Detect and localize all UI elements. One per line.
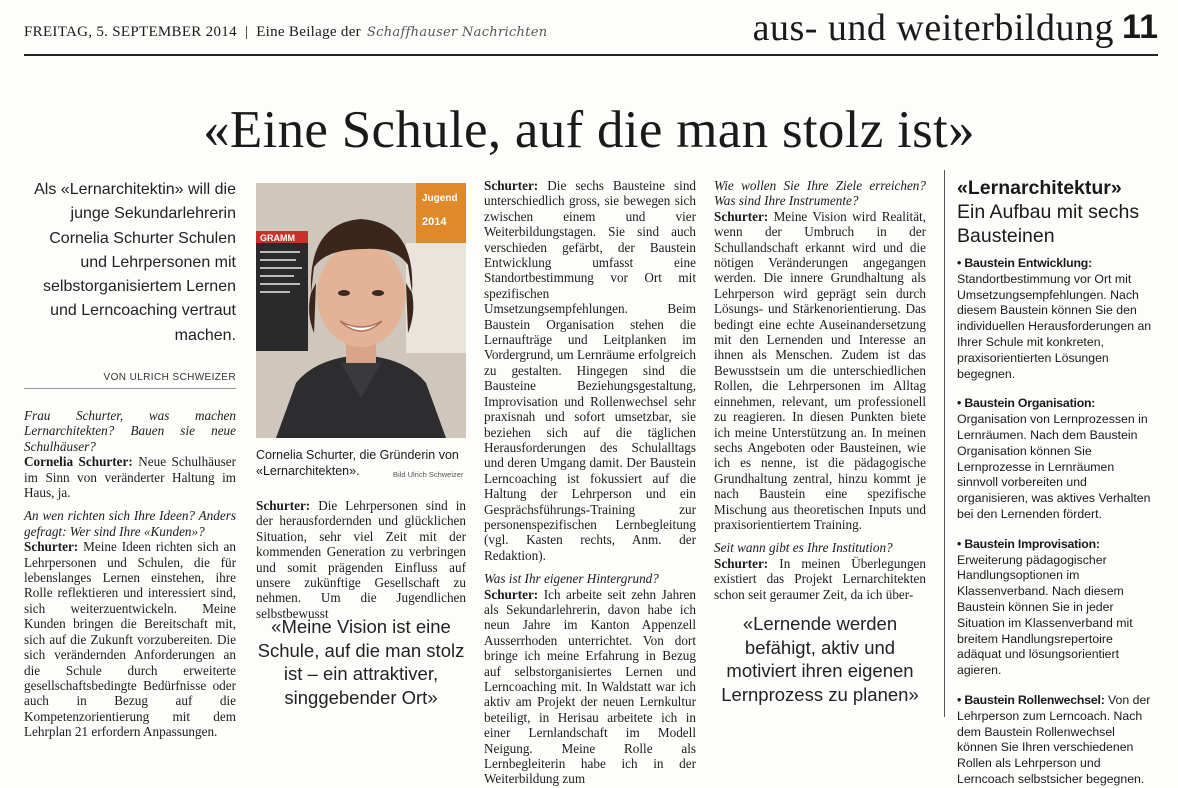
dateline: FREITAG, 5. SEPTEMBER 2014 | Eine Beilage der Schaffhauser Nachrichten [24,24,548,40]
poster-text-2: 2014 [422,216,447,228]
sidebar-item [957,396,1158,522]
portrait-illustration [256,183,466,438]
page-header [24,0,1158,56]
article-column-4 [714,178,927,602]
pull-quote: «Lernende werden befähigt, aktiv und motiviert ihren eigenen Lernprozess zu planen» [721,613,919,705]
interview-question: Wie wollen Sie Ihre Ziele erreichen? Was sind Ihre Instrumente? [714,178,926,209]
sidebar-item-label: • Baustein Entwicklung: [957,256,1092,270]
pull-quote: «Meine Vision ist eine Schule, auf die man stolz ist – ein attraktiver, singgebender Ort» [257,616,465,708]
interview-block [256,498,466,621]
byline-divider [24,388,236,389]
sidebar-item-text: Von der Lehrperson zum Lerncoach. Nach dem Baustein Rollenwechsel können Sie Ihren verschiedenen Rollen als Lehrperson und Lerncoach selbstsicher begegnen. [957,692,1151,786]
photo-caption: Cornelia Schurter, die Gründerin von «Lernarchitekten». [256,448,459,478]
sidebar-item-label: • Baustein Rollenwechsel: [957,692,1105,707]
interview-answer: Die sechs Bausteine sind unterschiedlich gross, sie bewegen sich zwischen einem und vier Weiterbildungstagen. Sie sind auch verschieden gefärbt, der Baustein Entwicklung umfasst eine Standortbestimmung vor Ort mit spezifischen Umsetzungsempfehlungen. Beim Baustein Organisation stehen die Lernaufträge und Leitplanken im Vordergrund, um Lernräume erfolgreich zu gestalten. Hingegen sind die Bausteine Beziehungsgestaltung, Improvisation und Rollenwechsel sehr praxisnah und sofort umsetzbar, sie beziehen sich auf die täglichen Herausforderungen des Schulalltags und deren Umgang damit. Der Baustein Lerncoaching ist fokussiert auf die Haltung der Lehrperson und ein Gesprächsführungs-Training zur personenspezifischen Lernbegleitung (vgl. Kasten rechts, Anm. der Redaktion). [484,178,697,563]
supplement-label: Eine Beilage der [256,24,361,40]
portrait-photo [256,183,466,438]
photo-credit: Bild Ulrich Schweizer [393,470,464,479]
interview-answer: Die Lehrpersonen sind in der herausfordernden und glücklichen Situation, sehr viel Zeit mit der kommenden Generation zu verbringen und somit prägenden Einfluss auf unsere zukünftige Gesellschaft zu nehmen. Um die Jugendlichen selbstbewusst [256,498,467,621]
speaker-label: Schurter: [484,586,539,602]
speaker-label: Schurter: [714,208,769,224]
info-sidebar [944,170,1158,786]
newspaper-logo: Schaffhauser Nachrichten [366,25,548,40]
sidebar-item-text: Standortbestimmung vor Ort mit Umsetzungsempfehlungen. Nach diesem Baustein können Sie den individuellen Herausforderungen an Ihrer Schule mit konkreten, praxisorientierten Lösungen begegnen. [957,271,1152,381]
article-column-3 [484,178,697,787]
sidebar-item-text: Erweiterung pädagogischer Handlungsoptionen im Klassenverband. Nach diesem Baustein können Sie in jeder Situation im Klassenverband mit breitem Handlungsrepertoire adäquat und lösungsorientiert agieren. [957,552,1133,678]
sidebar-item-label: • Baustein Organisation: [957,396,1096,411]
sidebar-item [957,537,1158,679]
sidebar-item-label: • Baustein Improvisation: [957,536,1100,551]
speaker-label: Schurter: [484,178,539,193]
byline: VON ULRICH SCHWEIZER [103,372,236,383]
interview-question: Seit wann gibt es Ihre Institution? [714,540,893,556]
interview-answer: Neue Schulhäuser im Sinn von veränderter Haltung im Haus, ja. [24,454,237,501]
interview-question: An wen richten sich Ihre Ideen? Anders gefragt: Wer sind Ihre «Kunden»? [24,508,236,539]
article-column-2 [256,498,467,621]
interview-block [714,540,926,602]
article-intro: Als «Lernarchitektin» will die junge Sekundarlehrerin Cornelia Schurter Schulen und Lehrpersonen mit selbstorganisiertem Lernen und Lerncoaching vertraut machen. [34,181,236,344]
interview-block [484,571,696,787]
interview-answer: Meine Ideen richten sich an Lehrpersonen und Schulen, die für lebenslanges Lernen einstehen, ihre Rolle reflektieren und interessiert sind, sich weiterzuentwickeln. Meine Kunden bringen die Bereitschaft mit, sich auf die Zukunft vorzubereiten. Die sich verändernden Anforderungen an die Schule durch erweiterte gesellschaftsbedingte Bedürfnisse oder auch in Bezug auf die Kompetenzorientierung mit dem Lehrplan 21 erfordern Anpassungen. [24,539,237,740]
sidebar-item-text: Organisation von Lernprozessen in Lernräumen. Nach dem Baustein Organisation können Sie Lernprozesse in Lernräumen sinnvoll vorbereiten und organisieren, was aktives Verhalten bei den Lernenden fördert. [957,412,1151,521]
interview-block [714,178,926,532]
interview-question: Was ist Ihr eigener Hintergrund? [484,571,659,587]
interview-answer: Ich arbeite seit zehn Jahren als Sekundarlehrerin, davon habe ich neun Jahre im Kanton Appenzell Ausserrhoden unterrichtet. Von dort bringe ich meine Erfahrung in Bezug auf selbstorganisiertes Lernen und Lerncoaching mit. In Waldstatt war ich aktiv am Projekt der neuen Lernkultur beteiligt, in Herisau arbeitete ich in einer Lernlandschaft im Modell Neigung. Meine Rolle als Lernbegleiterin habe ich in der Weiterbildung zum [484,586,697,787]
article-column-1 [24,408,237,740]
speaker-label: Schurter: [256,498,311,513]
speaker-label: Schurter: [714,555,769,571]
page-number: 11 [1122,8,1158,46]
headline: «Eine Schule, auf die man stolz ist» [203,101,975,159]
speaker-label: Schurter: [24,539,79,555]
interview-question: Frau Schurter, was machen Lernarchitekten? Bauen sie neue Schulhäuser? [24,408,236,454]
interview-answer: Meine Vision wird Realität, wenn der Umbruch in der Schullandschaft erkannt wird und die nötigen Veränderungen angegangen werden. Die innere Grundhaltung als Lehrperson wird geprägt sein durch Lösungs- und Stärkenorientierung. Das bedingt eine echte Auseinandersetzung mit den Lernenden und Interesse an ihnen als Menschen. Zudem ist das Bewusstsein um die unterschiedlichen Rollen, die Lehrpersonen im Alltag einnehmen, relevant, um professionell zu reagieren. In diesen Punkten biete ich meine Unterstützung an. In meinen sechs Angeboten oder Bausteinen, wie ich es nenne, ist die pädagogische Grundhaltung zentral, hinzu kommt je nach Baustein eine spezifische Mischung aus theoretischen Inputs und praxisorientiertem Training. [714,208,927,532]
interview-answer: In meinen Überlegungen existiert das Projekt Lernarchitekten schon seit geraumer Zeit, da ich über- [714,555,926,602]
board-label: GRAMM [260,233,295,243]
interview-block [24,408,236,500]
interview-block [24,508,236,739]
sidebar-item [957,693,1158,788]
sidebar-subtitle: Ein Aufbau mit sechs Bausteinen [957,201,1140,247]
speaker-label: Cornelia Schurter: [24,454,133,470]
poster-text-1: Jugend [422,193,458,204]
interview-block [484,178,696,563]
section-title: aus- und weiterbildung [752,7,1114,49]
issue-date: FREITAG, 5. SEPTEMBER 2014 [24,24,237,40]
sidebar-item [957,256,1158,382]
sidebar-title: «Lernarchitektur» [957,177,1122,199]
